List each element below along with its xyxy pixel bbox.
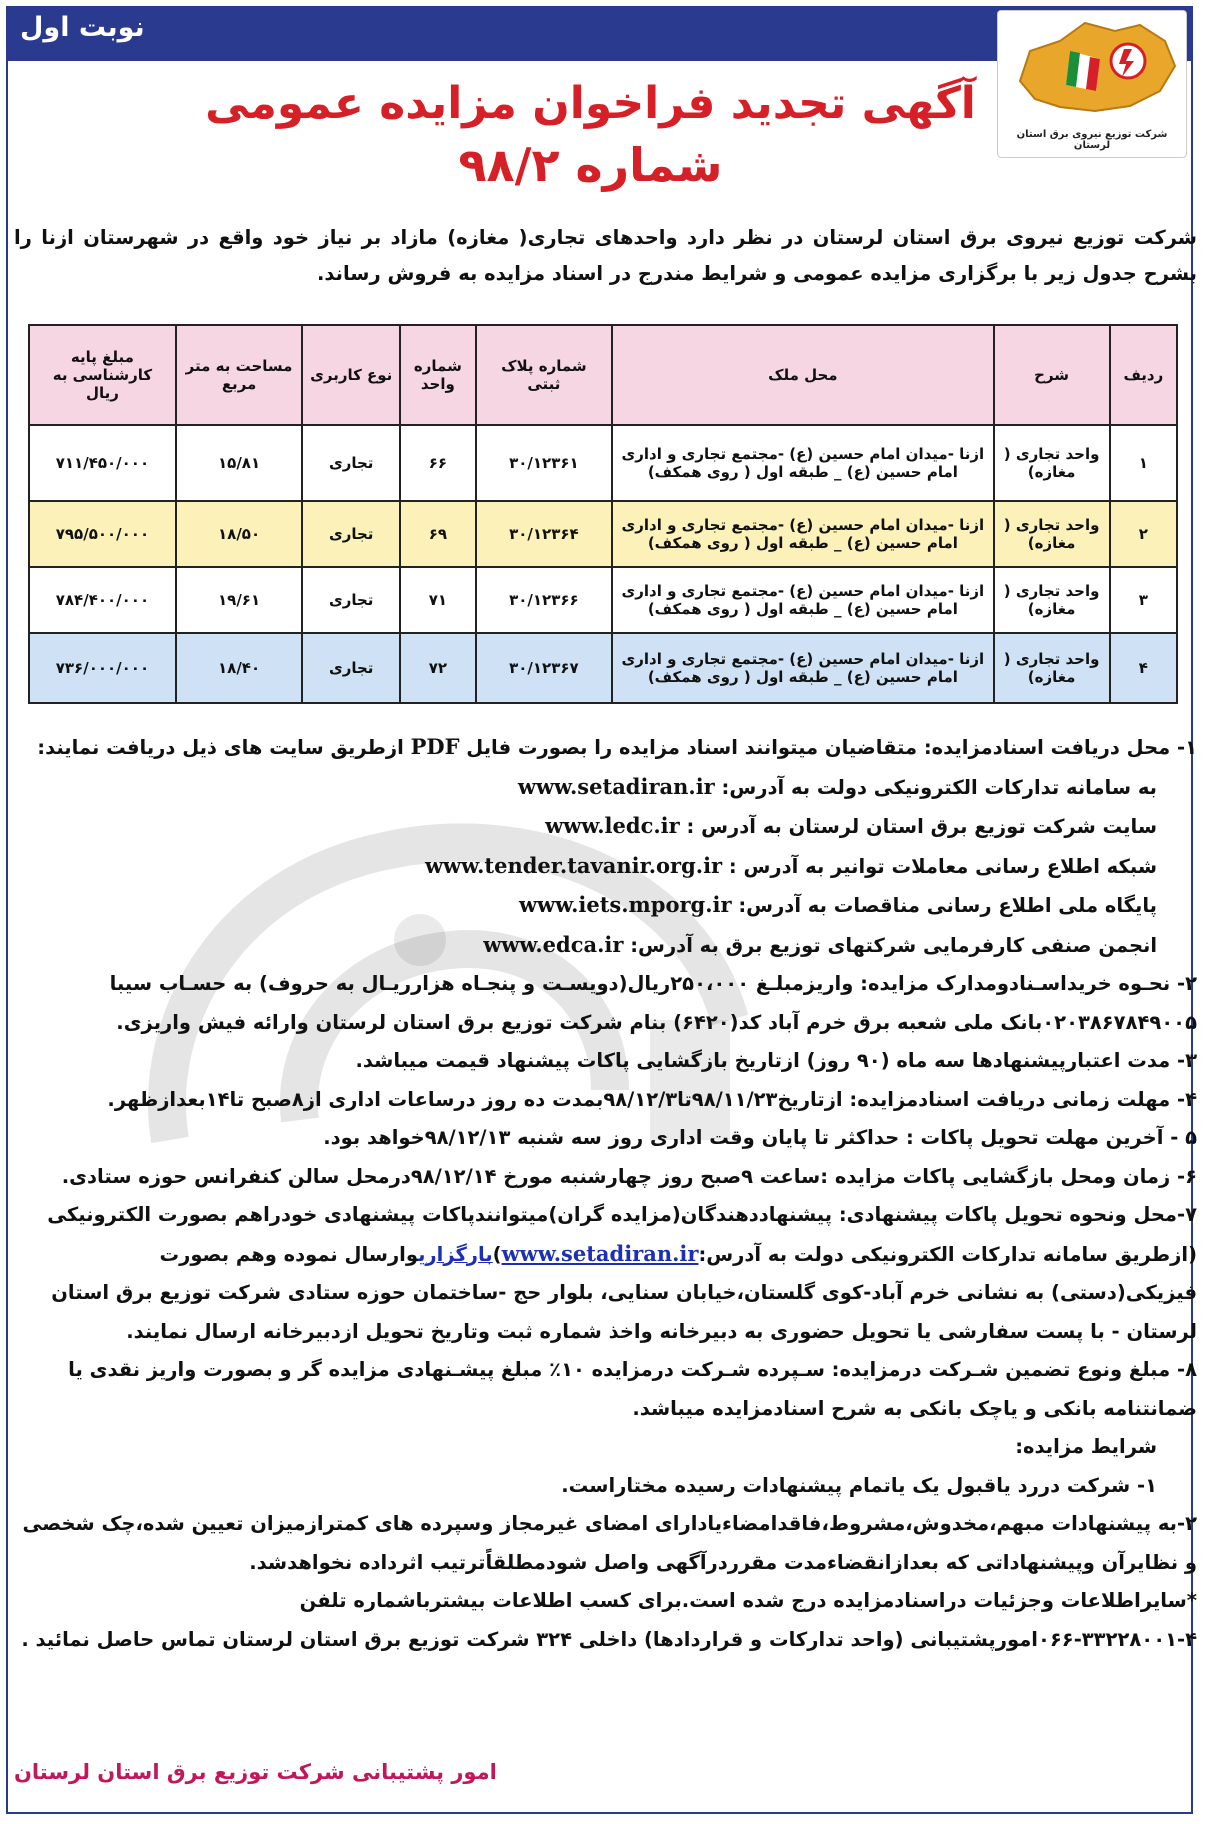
- notice-body: [14, 728, 1197, 1659]
- notice-title: آگهی تجدید فراخوان مزایده عمومی: [205, 78, 976, 129]
- row-index: ۳: [1110, 567, 1177, 633]
- condition-1: ۱- شرکت دررد یاقبول یک یاتمام پیشنهادات رسیده مختاراست.: [561, 1473, 1157, 1497]
- row-index: ۲: [1110, 501, 1177, 567]
- base-price: ۷۱۱/۴۵۰/۰۰۰: [29, 425, 176, 501]
- unit-number: ۶۹: [400, 501, 475, 567]
- setad-link[interactable]: www.setadiran.ir: [501, 1240, 699, 1266]
- logo-map-icon: [1000, 11, 1186, 129]
- logo-caption: شرکت توزیع نیروی برق استان لرستان: [1016, 129, 1168, 151]
- item-1: ۱- محل دریافت اسنادمزایده: متقاضیان میتوانند اسناد مزایده را بصورت فایل PDF ازطریق سایت های ذیل دریافت نمایند:: [37, 734, 1197, 759]
- usage-type: تجاری: [302, 501, 400, 567]
- col-header: مبلغ پایه کارشناسی به ریال: [29, 325, 176, 425]
- row-index: ۱: [1110, 425, 1177, 501]
- intro-paragraph: شرکت توزیع نیروی برق استان لرستان در نظر دارد واحدهای تجاری( مغازه) مازاد بر نیاز خود واقع در شهرستان ازنا را بشرح جدول زیر با برگزاری مزایده عمومی و شرایط مندرج در اسناد مزایده به فروش رساند.: [14, 226, 1197, 285]
- notice-number: شماره ۹۸/۲: [458, 138, 723, 192]
- table-row: [29, 567, 1177, 633]
- unit-number: ۷۱: [400, 567, 475, 633]
- upload-link[interactable]: بارگزاری: [418, 1242, 493, 1266]
- table-header-row: [29, 325, 1177, 425]
- site-link[interactable]: www.setadiran.ir: [517, 773, 715, 799]
- pdf-label: PDF: [410, 734, 460, 759]
- condition-2: ۲-به پیشنهادات مبهم،مخدوش،مشروط،فاقدامضاءیادارای امضای غیرمجاز وسپرده های کمترازمیزان تعیین شده،چک شخصی و نظایرآن وپیشنهاداتی که بعدازانقضاءمدت مقرردرآگهی واصل شودمطلقاًترتیب اثرداده نخواهدشد.: [22, 1512, 1197, 1574]
- area-sqm: ۱۸/۴۰: [176, 633, 302, 703]
- base-price: ۷۹۵/۵۰۰/۰۰۰: [29, 501, 176, 567]
- contact-note: *سایراطلاعات وجزئیات دراسنادمزایده درج شده است.برای کسب اطلاعات بیشترباشماره تلفن ۴-۳۳۲۲۸۰۰۱-۰۶۶امورپشتیبانی (واحد تدارکات و قراردادها) داخلی ۳۲۴ شرکت توزیع برق استان لرستان تماس حاصل نمائید .: [21, 1589, 1197, 1651]
- item-2: ۲- نحـوه خریداسـنادومدارک مزایده: واریزمبلـغ ۲۵۰،۰۰۰ریال(دویسـت و پنجـاه هزارریـال به حروف) به حسـاب سیبا ۰۲۰۳۸۶۷۸۴۹۰۰۵بانک ملی شعبه برق خرم آباد کد(۶۴۲۰) بنام شرکت توزیع برق استان لرستان وارائه فیش واریزی.: [109, 972, 1197, 1034]
- col-header: ردیف: [1110, 325, 1177, 425]
- property-location: ازنا -میدان امام حسین (ع) -مجتمع تجاری و اداری امام حسین (ع) _ طبقه اول ( روی همکف): [612, 425, 993, 501]
- unit-number: ۷۲: [400, 633, 475, 703]
- table-row: [29, 425, 1177, 501]
- property-location: ازنا -میدان امام حسین (ع) -مجتمع تجاری و اداری امام حسین (ع) _ طبقه اول ( روی همکف): [612, 567, 993, 633]
- item-3: ۳- مدت اعتبارپیشنهادها سه ماه (۹۰ روز) ازتاریخ بازگشایی پاکات پیشنهاد قیمت میباشد.: [355, 1049, 1197, 1072]
- item-6: ۶- زمان ومحل بازگشایی پاکات مزایده :ساعت ۹صبح روز چهارشنبه مورخ ۹۸/۱۲/۱۴درمحل سالن کنفرانس حوزه ستادی.: [61, 1164, 1197, 1188]
- site-link[interactable]: www.tender.tavanir.org.ir: [424, 852, 723, 878]
- property-location: ازنا -میدان امام حسین (ع) -مجتمع تجاری و اداری امام حسین (ع) _ طبقه اول ( روی همکف): [612, 633, 993, 703]
- registry-plaque: ۳۰/۱۲۳۶۶: [476, 567, 613, 633]
- item-4: ۴- مهلت زمانی دریافت اسنادمزایده: ازتاریخ۹۸/۱۱/۲۳تا۹۸/۱۲/۳بمدت ده روز درساعات اداری از۸صبح تا۱۴بعدازظهر.: [107, 1087, 1197, 1111]
- col-header: شماره پلاک ثبتی: [476, 325, 613, 425]
- col-header: شماره واحد: [400, 325, 475, 425]
- unit-number: ۶۶: [400, 425, 475, 501]
- company-logo: [997, 10, 1187, 158]
- usage-type: تجاری: [302, 425, 400, 501]
- registry-plaque: ۳۰/۱۲۳۶۴: [476, 501, 613, 567]
- table-row: [29, 633, 1177, 703]
- col-header: مساحت به متر مربع: [176, 325, 302, 425]
- row-index: ۴: [1110, 633, 1177, 703]
- site-line: به سامانه تدارکات الکترونیکی دولت به آدرس: www.setadiran.ir: [517, 773, 1157, 799]
- col-header: شرح: [994, 325, 1110, 425]
- signature: امور پشتیبانی شرکت توزیع برق استان لرستان: [14, 1760, 497, 1784]
- area-sqm: ۱۹/۶۱: [176, 567, 302, 633]
- site-line: شبکه اطلاع رسانی معاملات توانیر به آدرس : www.tender.tavanir.org.ir: [424, 852, 1157, 878]
- area-sqm: ۱۵/۸۱: [176, 425, 302, 501]
- base-price: ۷۸۴/۴۰۰/۰۰۰: [29, 567, 176, 633]
- edition-badge: نوبت اول: [20, 12, 145, 43]
- site-link[interactable]: www.iets.mporg.ir: [518, 892, 732, 917]
- col-header: نوع کاربری: [302, 325, 400, 425]
- property-location: ازنا -میدان امام حسین (ع) -مجتمع تجاری و اداری امام حسین (ع) _ طبقه اول ( روی همکف): [612, 501, 993, 567]
- usage-type: تجاری: [302, 567, 400, 633]
- usage-type: تجاری: [302, 633, 400, 703]
- site-link[interactable]: www.edca.ir: [483, 931, 624, 957]
- auction-units-table: [28, 324, 1178, 704]
- registry-plaque: ۳۰/۱۲۳۶۱: [476, 425, 613, 501]
- item-7: ۷-محل ونحوه تحویل پاکات پیشنهادی: پیشنهاددهندگان(مزایده گران)میتوانندپاکات پیشنهادی خودراهم بصورت الکترونیکی (ازطریق سامانه تدارکات الکترونیکی دولت به آدرس:www.setadiran.ir)بارگزاریوارسال نموده وهم بصورت فیزیکی(دستی) به نشانی خرم آباد-کوی گلستان،خیابان سنایی، بلوار حج -ساختمان حوزه ستادی شرکت توزیع برق استان لرستان - با پست سفارشی یا تحویل حضوری به دبیرخانه واخذ شماره ثبت وتاریخ تحویل ازدبیرخانه ارسال نمایند.: [47, 1203, 1197, 1343]
- registry-plaque: ۳۰/۱۲۳۶۷: [476, 633, 613, 703]
- conditions-title: شرایط مزایده:: [1015, 1435, 1157, 1458]
- unit-description: واحد تجاری ( مغازه): [994, 425, 1110, 501]
- site-line: پایگاه ملی اطلاع رسانی مناقصات به آدرس: www.iets.mporg.ir: [518, 892, 1157, 917]
- site-line: سایت شرکت توزیع برق استان لرستان به آدرس : www.ledc.ir: [545, 813, 1157, 838]
- base-price: ۷۳۶/۰۰۰/۰۰۰: [29, 633, 176, 703]
- site-link[interactable]: www.ledc.ir: [545, 813, 680, 838]
- item-8: ۸- مبلغ ونوع تضمین شـرکت درمزایده: سـپرده شـرکت درمزایده ۱۰٪ مبلغ پیشـنهادی مزایده گر و بصورت واریز نقدی یا ضمانتنامه بانکی و یاچک بانکی به شرح اسنادمزایده میباشد.: [68, 1358, 1197, 1420]
- site-line: انجمن صنفی کارفرمایی شرکتهای توزیع برق به آدرس: www.edca.ir: [483, 931, 1157, 957]
- col-header: محل ملک: [612, 325, 993, 425]
- unit-description: واحد تجاری ( مغازه): [994, 567, 1110, 633]
- item-5: ۵ - آخرین مهلت تحویل پاکات : حداکثر تا پایان وقت اداری روز سه شنبه ۹۸/۱۲/۱۳خواهد بود.: [323, 1126, 1197, 1149]
- area-sqm: ۱۸/۵۰: [176, 501, 302, 567]
- table-row: [29, 501, 1177, 567]
- unit-description: واحد تجاری ( مغازه): [994, 633, 1110, 703]
- unit-description: واحد تجاری ( مغازه): [994, 501, 1110, 567]
